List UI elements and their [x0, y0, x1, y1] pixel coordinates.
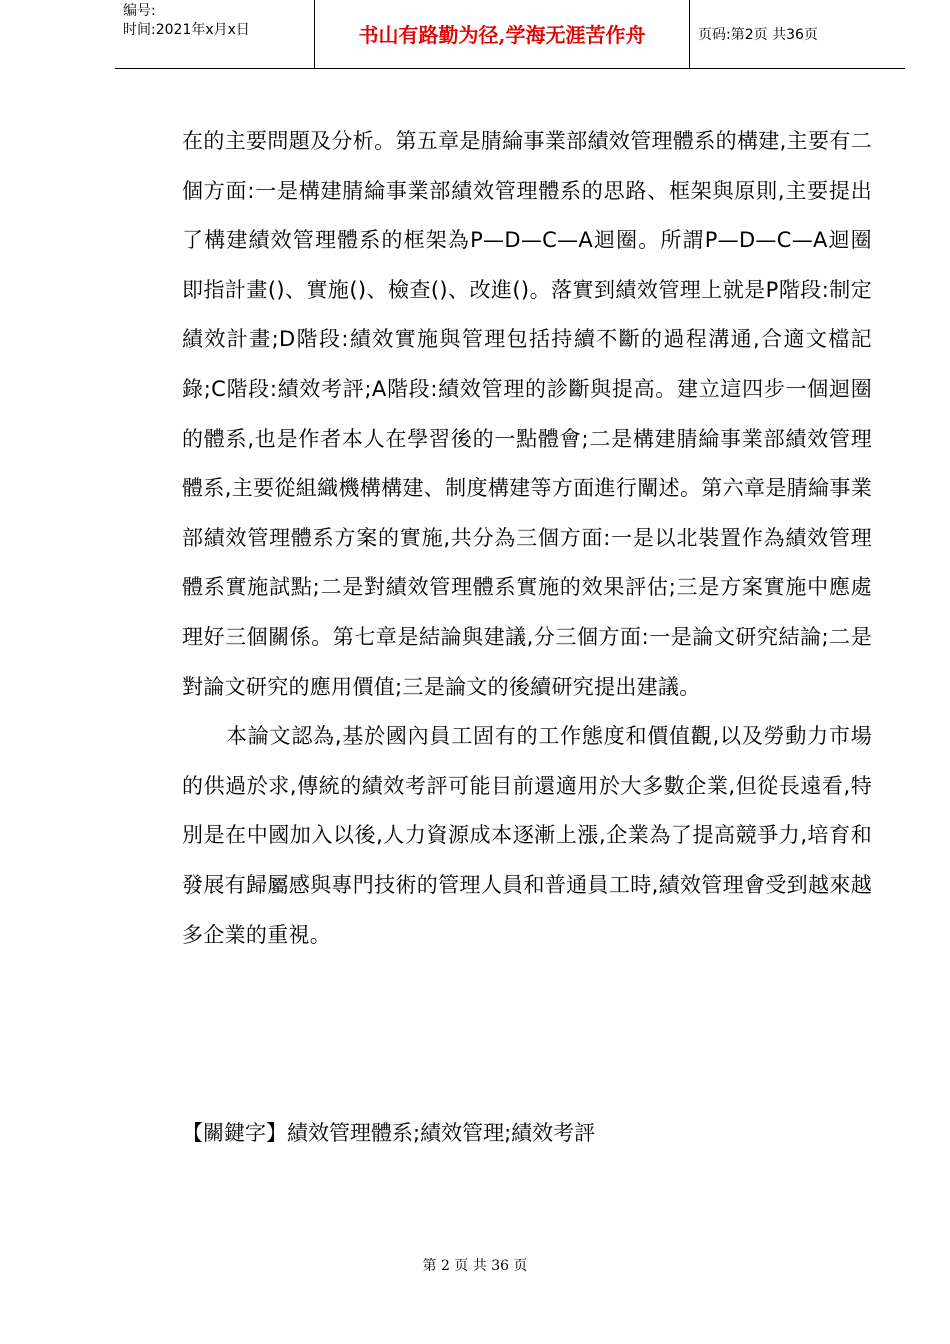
keywords-line: 【關鍵字】績效管理體系;績效管理;績效考評 [182, 1121, 596, 1145]
body-paragraph-2: 本論文認為,基於國內員工固有的工作態度和價值觀,以及勞動力市場的供過於求,傳統的績效考評可能目前還適用於大多數企業,但從長遠看,特別是在中國加入以後,人力資源成本逐漸上漲,企業為了提高競爭力,培育和發展有歸屬感與專門技術的管理人員和普通員工時,績效管理會受到越來越多企業的重視。 [182, 724, 872, 947]
header-meta-cell [115, 0, 315, 68]
page-footer-number: 第 2 页 共 36 页 [422, 1258, 528, 1274]
document-time-label: 时间:2021年x月x日 [123, 22, 250, 38]
header-motto: 书山有路勤为径,学海无涯苦作舟 [358, 23, 646, 47]
page-header [115, 0, 905, 69]
body-paragraph-1: 在的主要問題及分析。第五章是腈綸事業部績效管理體系的構建,主要有二個方面:一是構建腈綸事業部績效管理體系的思路、框架與原則,主要提出了構建績效管理體系的框架為P—D—C—A迴圈。所謂P—D—C—A迴圈即指計畫()、實施()、檢查()、改進()。落實到績效管理上就是P階段:制定績效計畫;D階段:績效實施與管理包括持續不斷的過程溝通,合適文檔記錄;C階段:績效考評;A階段:績效管理的診斷與提高。建立這四步一個迴圈的體系,也是作者本人在學習後的一點體會;二是構建腈綸事業部績效管理體系,主要從組織機構構建、制度構建等方面進行闡述。第六章是腈綸事業部績效管理體系方案的實施,共分為三個方面:一是以北裝置作為績效管理體系實施試點;二是對績效管理體系實施的效果評估;三是方案實施中應處理好三個關係。第七章是結論與建議,分三個方面:一是論文研究結論;二是對論文研究的應用價值;三是論文的後續研究提出建議。 [182, 129, 872, 699]
document-body [182, 117, 872, 960]
header-page-info: 页码:第2页 共36页 [698, 27, 818, 43]
document-number-label: 编号: [123, 3, 156, 19]
header-motto-cell [315, 0, 690, 68]
header-page-cell [690, 0, 905, 68]
